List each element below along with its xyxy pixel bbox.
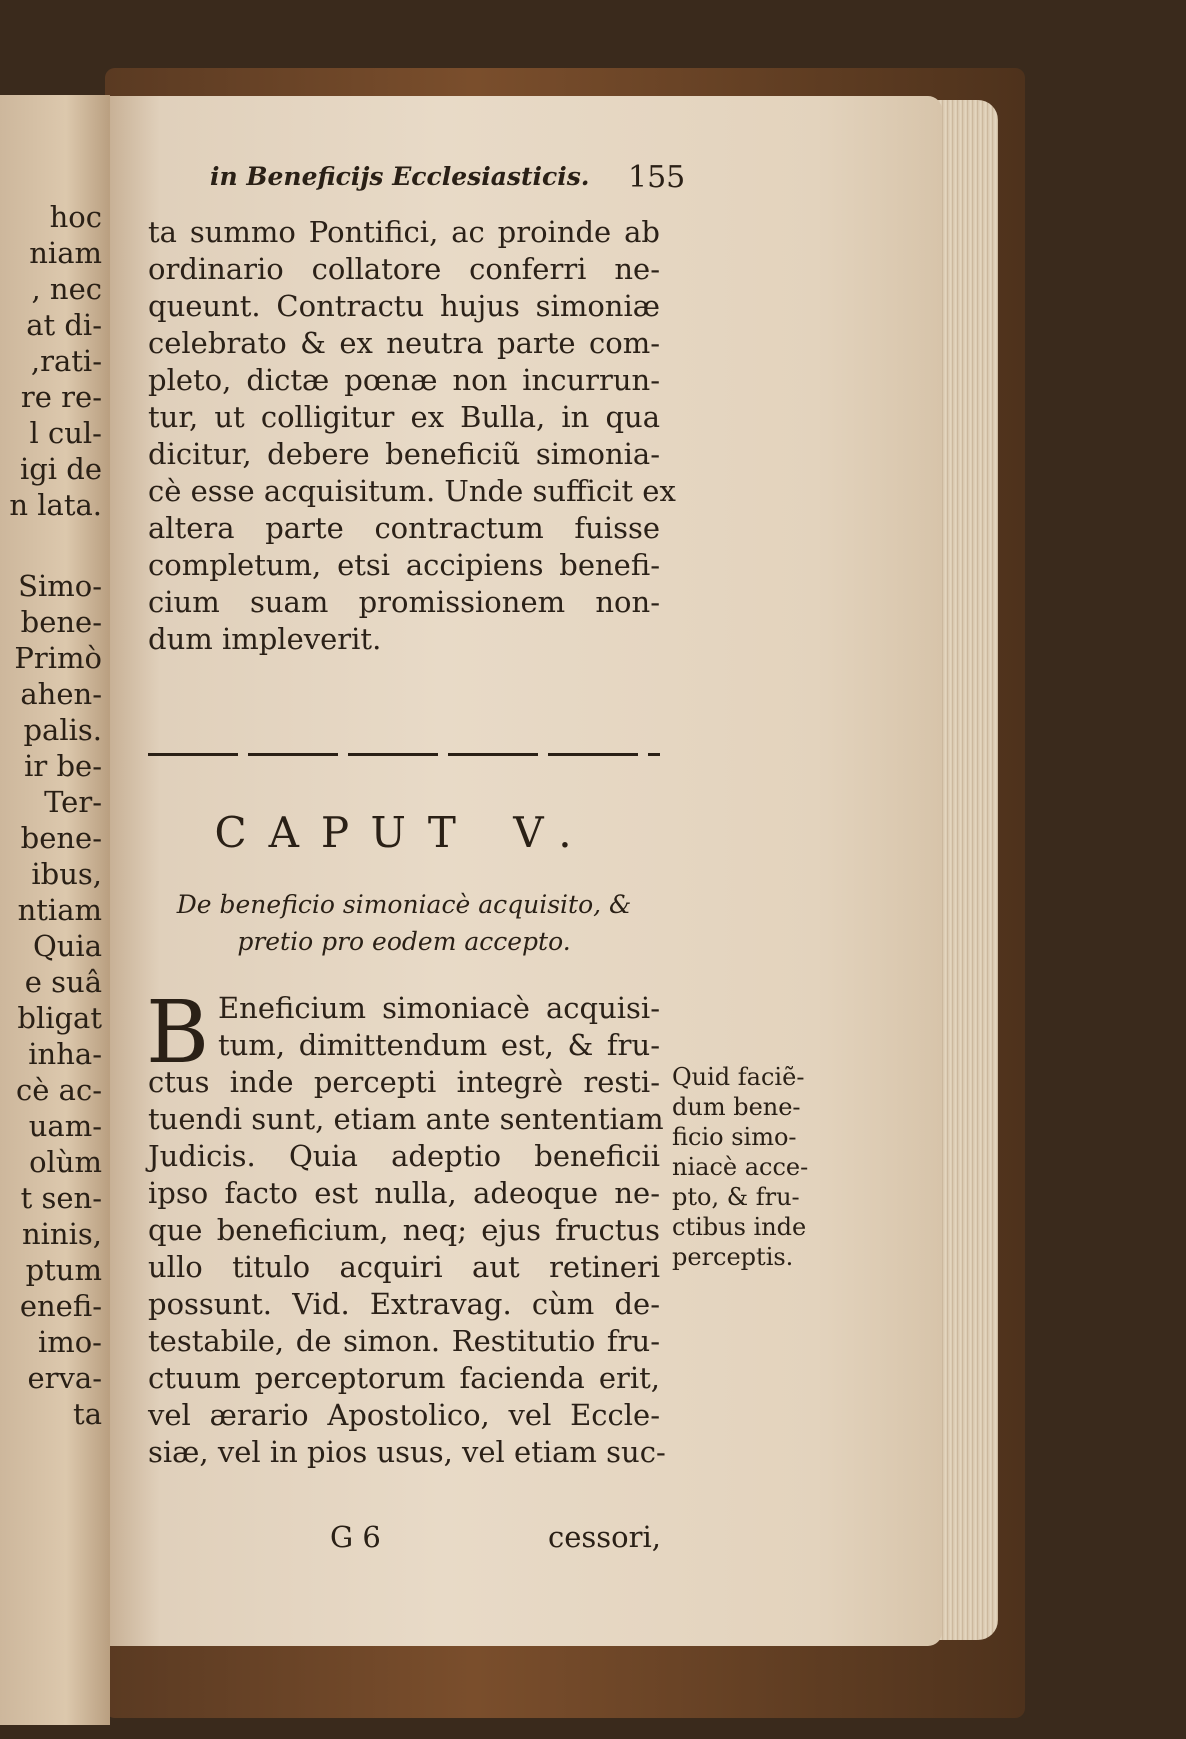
left-line: ninis, xyxy=(21,1217,102,1251)
left-line: cè ac- xyxy=(16,1073,102,1107)
left-line: Ter- xyxy=(44,785,102,819)
margin-note-line: ficio simo- xyxy=(672,1123,797,1151)
text-line: celebrato & ex neutra parte com- xyxy=(148,326,660,360)
text-line: cè esse acquisitum. Unde sufficit ex xyxy=(148,474,676,508)
text-line: ipso facto est nulla, adeoque ne- xyxy=(148,1176,660,1210)
left-line: Quia xyxy=(32,929,102,963)
margin-note-line: dum bene- xyxy=(672,1093,801,1121)
left-line: ptum xyxy=(25,1253,102,1287)
catchword: cessori, xyxy=(548,1520,661,1554)
left-line: palis. xyxy=(23,713,102,747)
text-line: dum impleverit. xyxy=(148,622,382,656)
left-line: l cul- xyxy=(29,416,102,450)
margin-note-line: Quid faciẽ- xyxy=(672,1063,805,1091)
text-line: queunt. Contractu hujus simoniæ xyxy=(148,289,660,323)
drop-cap: B xyxy=(146,983,210,1083)
left-line: Simo- xyxy=(18,569,102,603)
text-line: dicitur, debere beneficiũ simonia- xyxy=(148,437,660,471)
text-line: tuendi sunt, etiam ante sententiam xyxy=(148,1102,664,1136)
page-number: 155 xyxy=(628,160,686,195)
margin-note-line: ctibus inde xyxy=(672,1213,807,1241)
text-line: altera parte contractum fuisse xyxy=(148,511,660,545)
left-line: bene- xyxy=(20,821,102,855)
text-line: ctus inde percepti integrè resti- xyxy=(148,1065,660,1099)
margin-note-line: pto, & fru- xyxy=(672,1183,800,1211)
left-line: Primò xyxy=(14,641,102,675)
text-line: que beneficium, neq; ejus fructus xyxy=(148,1213,660,1247)
margin-note-line: niacè acce- xyxy=(672,1153,809,1181)
text-line: cium suam promissionem non- xyxy=(148,585,660,619)
left-line: , nec xyxy=(31,272,102,306)
text-line: Judicis. Quia adeptio beneficii xyxy=(148,1139,660,1173)
left-line: niam xyxy=(29,236,102,270)
left-line: inha- xyxy=(28,1037,102,1071)
left-line: imo- xyxy=(37,1325,102,1359)
left-line: ahen- xyxy=(20,677,102,711)
text-line: possunt. Vid. Extravag. cùm de- xyxy=(148,1287,660,1321)
left-line: ntiam xyxy=(17,893,102,927)
text-line: ullo titulo acquiri aut retineri xyxy=(148,1250,660,1284)
left-line: n lata. xyxy=(9,488,102,522)
text-line: pleto, dictæ pœnæ non incurrun- xyxy=(148,363,660,397)
chapter-title: CAPUT V. xyxy=(214,808,594,857)
running-header: in Beneficijs Ecclesiasticis. xyxy=(210,162,590,191)
left-line: hoc xyxy=(49,200,102,234)
left-line: olùm xyxy=(29,1145,102,1179)
signature-mark: G 6 xyxy=(330,1520,381,1554)
left-line: ir be- xyxy=(24,749,102,783)
left-line: ibus, xyxy=(31,857,102,891)
left-line: t sen- xyxy=(20,1181,102,1215)
text-line: ctuum perceptorum facienda erit, xyxy=(148,1361,660,1395)
text-line: vel ærario Apostolico, vel Eccle- xyxy=(148,1398,660,1432)
left-line: igi de xyxy=(19,452,102,486)
left-line: uam- xyxy=(28,1109,102,1143)
text-line: ta summo Pontifici, ac proinde ab xyxy=(148,215,660,249)
left-line: e suâ xyxy=(24,965,102,999)
section-divider xyxy=(148,753,660,756)
left-line: enefi- xyxy=(19,1289,102,1323)
chapter-subtitle-line: pretio pro eodem accepto. xyxy=(237,927,571,956)
left-line: bene- xyxy=(20,605,102,639)
margin-note-line: perceptis. xyxy=(672,1243,794,1271)
left-line: ta xyxy=(73,1397,102,1431)
left-page xyxy=(0,95,110,1725)
text-line: tur, ut colligitur ex Bulla, in qua xyxy=(148,400,660,434)
text-line: ordinario collatore conferri ne- xyxy=(148,252,660,286)
text-line: siæ, vel in pios usus, vel etiam suc- xyxy=(148,1435,666,1469)
left-line: at di- xyxy=(26,308,102,342)
left-line: bligat xyxy=(17,1001,102,1035)
text-line: completum, etsi accipiens benefi- xyxy=(148,548,660,582)
text-line: tum, dimittendum est, & fru- xyxy=(218,1028,660,1062)
text-line: Eneficium simoniacè acquisi- xyxy=(218,991,660,1025)
text-line: testabile, de simon. Restitutio fru- xyxy=(148,1324,660,1358)
chapter-subtitle-line: De beneficio simoniacè acquisito, & xyxy=(176,890,632,919)
left-line: erva- xyxy=(27,1361,102,1395)
left-line: ,rati- xyxy=(30,344,102,378)
left-line: re re- xyxy=(20,380,102,414)
